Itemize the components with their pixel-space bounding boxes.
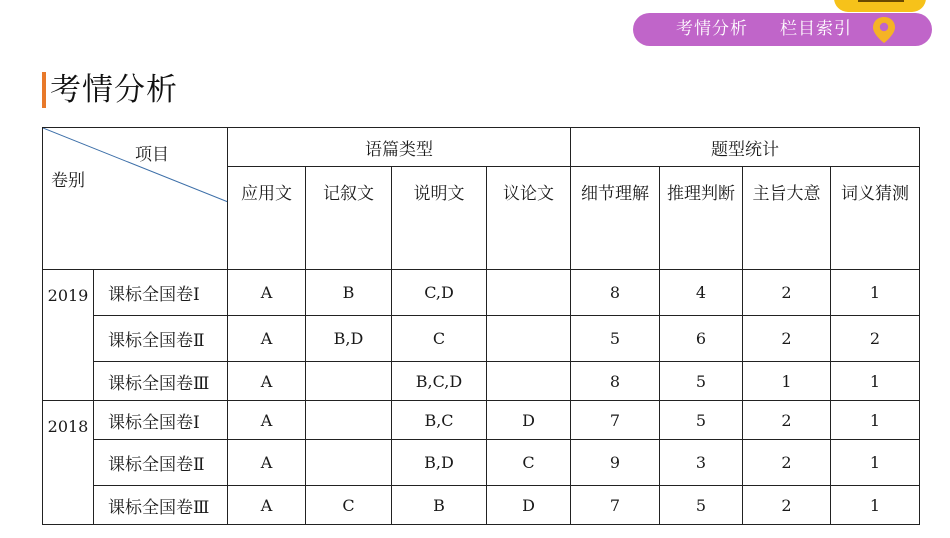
- table-cell: A: [228, 486, 306, 525]
- table-row: [43, 270, 920, 316]
- table-cell: [487, 362, 571, 401]
- table-cell: 2: [743, 316, 831, 362]
- group-header-question-stats: 题型统计: [571, 128, 920, 167]
- corner-paper-label: 卷别: [51, 171, 85, 191]
- top-tab-underline: [858, 0, 904, 2]
- table-cell: B,C,D: [392, 362, 487, 401]
- corner-header-cell: [43, 128, 228, 270]
- table-cell: D: [487, 401, 571, 440]
- table-cell: [306, 401, 392, 440]
- table-cell: 5: [660, 486, 743, 525]
- column-header: 细节理解: [571, 167, 660, 270]
- table-cell: 5: [571, 316, 660, 362]
- paper-cell: 课标全国卷Ⅰ: [94, 270, 228, 316]
- group-header-discourse-type: 语篇类型: [228, 128, 571, 167]
- table-cell: [306, 440, 392, 486]
- column-header: 应用文: [228, 167, 306, 270]
- table-cell: A: [228, 440, 306, 486]
- table-cell: 5: [660, 362, 743, 401]
- table-row: [43, 440, 920, 486]
- table-cell: B,C: [392, 401, 487, 440]
- column-header: 记叙文: [306, 167, 392, 270]
- table-row: [43, 486, 920, 525]
- table-cell: C,D: [392, 270, 487, 316]
- table-cell: B: [306, 270, 392, 316]
- exam-analysis-table: [42, 127, 920, 525]
- table-cell: 2: [743, 401, 831, 440]
- table-cell: A: [228, 401, 306, 440]
- table-cell: 1: [831, 362, 920, 401]
- table-cell: 6: [660, 316, 743, 362]
- nav-link-analysis[interactable]: 考情分析: [676, 19, 748, 39]
- table-cell: A: [228, 270, 306, 316]
- table-cell: 2: [831, 316, 920, 362]
- table-cell: 3: [660, 440, 743, 486]
- table-cell: C: [392, 316, 487, 362]
- heading-accent-bar: [42, 72, 46, 108]
- column-header: 词义猜测: [831, 167, 920, 270]
- table-row: [43, 401, 920, 440]
- year-cell: 2019: [43, 270, 94, 401]
- table-cell: 8: [571, 270, 660, 316]
- table-cell: 2: [743, 440, 831, 486]
- table-cell: C: [487, 440, 571, 486]
- table-cell: A: [228, 362, 306, 401]
- table-cell: [487, 270, 571, 316]
- table-cell: 7: [571, 401, 660, 440]
- table-cell: 8: [571, 362, 660, 401]
- table-cell: 9: [571, 440, 660, 486]
- table-cell: A: [228, 316, 306, 362]
- table-cell: D: [487, 486, 571, 525]
- paper-cell: 课标全国卷Ⅰ: [94, 401, 228, 440]
- page-title: 考情分析: [50, 72, 178, 108]
- table-cell: [487, 316, 571, 362]
- table-cell: [306, 362, 392, 401]
- table-cell: B,D: [392, 440, 487, 486]
- table-cell: 2: [743, 486, 831, 525]
- paper-cell: 课标全国卷Ⅱ: [94, 316, 228, 362]
- table-cell: 1: [831, 486, 920, 525]
- table-cell: C: [306, 486, 392, 525]
- nav-link-index[interactable]: 栏目索引: [780, 19, 852, 39]
- year-cell: 2018: [43, 401, 94, 525]
- table-cell: 1: [743, 362, 831, 401]
- column-header: 推理判断: [660, 167, 743, 270]
- paper-cell: 课标全国卷Ⅲ: [94, 486, 228, 525]
- table-cell: 1: [831, 270, 920, 316]
- table-row: [43, 362, 920, 401]
- table-cell: 1: [831, 440, 920, 486]
- table-cell: 1: [831, 401, 920, 440]
- table-cell: B: [392, 486, 487, 525]
- table-cell: 7: [571, 486, 660, 525]
- paper-cell: 课标全国卷Ⅲ: [94, 362, 228, 401]
- column-header: 议论文: [487, 167, 571, 270]
- table-cell: 4: [660, 270, 743, 316]
- map-pin-icon[interactable]: [871, 16, 897, 44]
- column-header: 主旨大意: [743, 167, 831, 270]
- table-cell: 2: [743, 270, 831, 316]
- corner-item-label: 项目: [135, 145, 169, 165]
- table-row: [43, 316, 920, 362]
- table-cell: B,D: [306, 316, 392, 362]
- paper-cell: 课标全国卷Ⅱ: [94, 440, 228, 486]
- table-cell: 5: [660, 401, 743, 440]
- column-header: 说明文: [392, 167, 487, 270]
